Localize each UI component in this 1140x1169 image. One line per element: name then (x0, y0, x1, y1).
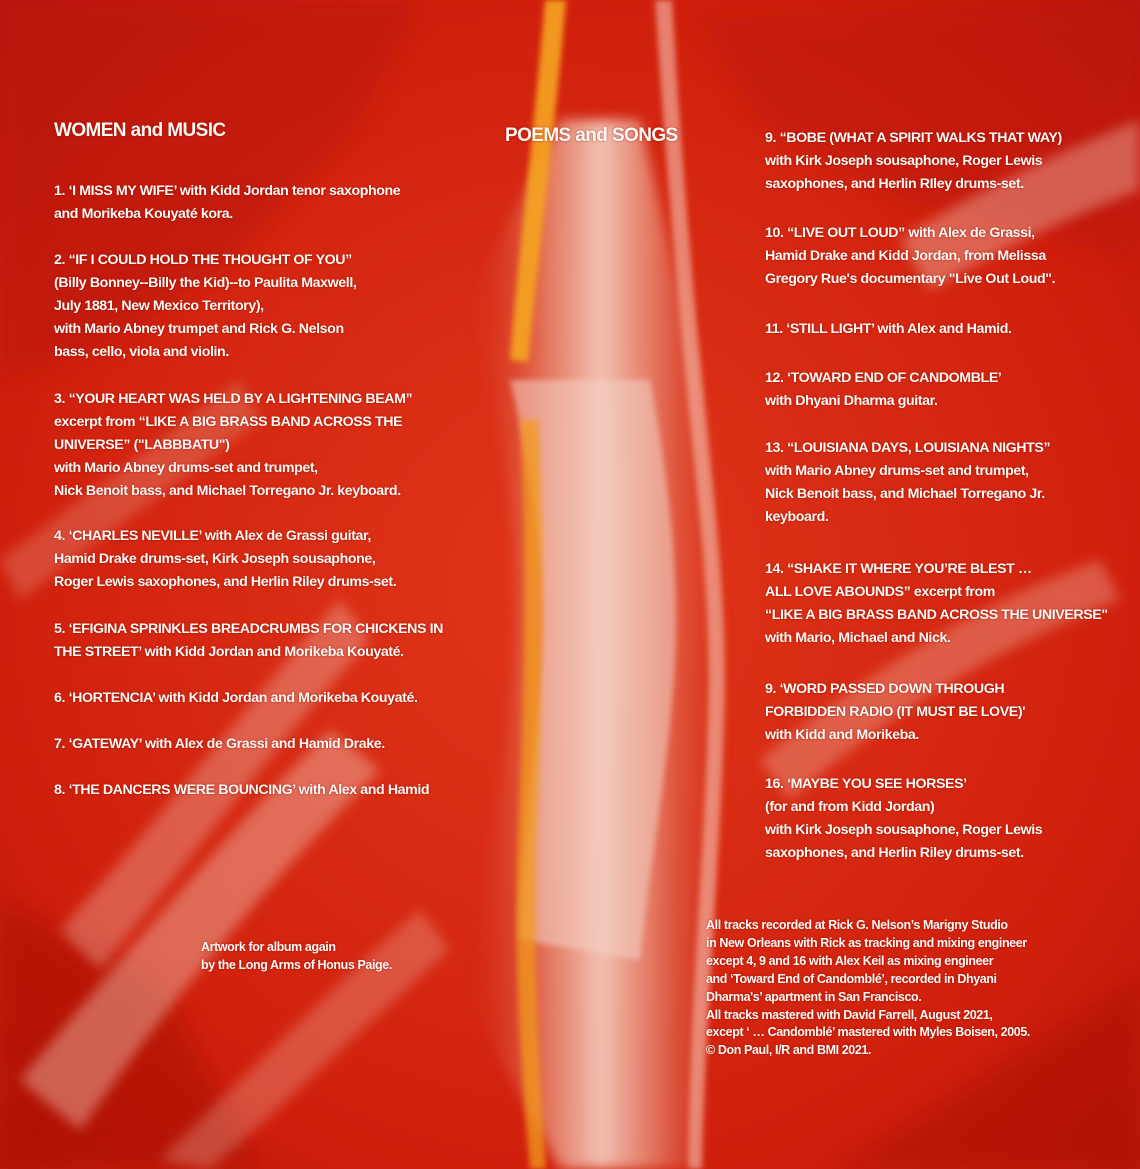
track-3: 3. “YOUR HEART WAS HELD BY A LIGHTENING BEAM” excerpt from “LIKE A BIG BRASS BAND ACROSS THE UNIVERSE” ("LABBBATU") with Mario Abney drums-set and trumpet, Nick Benoit bass, and Michael Torregano Jr. keyboard. (54, 391, 413, 499)
track-9: 9. “BOBE (WHAT A SPIRIT WALKS THAT WAY) with Kirk Joseph sousaphone, Roger Lewis saxophones, and Herlin RIley drums-set. (765, 130, 1062, 192)
center-heading: POEMS and SONGS (505, 125, 678, 146)
track-12: 12. ‘TOWARD END OF CANDOMBLE’ with Dhyani Dharma guitar. (765, 370, 1002, 409)
artwork-credit: Artwork for album again by the Long Arms of Honus Paige. (201, 940, 392, 972)
track-4: 4. ‘CHARLES NEVILLE’ with Alex de Grassi guitar, Hamid Drake drums-set, Kirk Joseph sousaphone, Roger Lewis saxophones, and Herlin Riley drums-set. (54, 528, 397, 590)
recording-credits: All tracks recorded at Rick G. Nelson’s Marigny Studio in New Orleans with Rick as tracking and mixing engineer except 4, 9 and 16 with Alex Keil as mixing engineer and ‘Toward End of Candomblé’, recorded in Dhyani Dharma's’ apartment in San Francisco. All tracks mastered with David Farrell, August 2021, except ‘ … Candomblé’ mastered with Myles Boisen, 2005. © Don Paul, I/R and BMI 2021. (706, 918, 1030, 1058)
track-15: 9. ‘WORD PASSED DOWN THROUGH FORBIDDEN RADIO (IT MUST BE LOVE)' with Kidd and Morikeba. (765, 681, 1026, 743)
track-14: 14. “SHAKE IT WHERE YOU’RE BLEST … ALL LOVE ABOUNDS” excerpt from “LIKE A BIG BRASS BAND ACROSS THE UNIVERSE" with Mario, Michael and Nick. (765, 561, 1108, 646)
track-8: 8. ‘THE DANCERS WERE BOUNCING’ with Alex and Hamid (54, 782, 430, 798)
track-5: 5. ‘EFIGINA SPRINKLES BREADCRUMBS FOR CHICKENS IN THE STREET’ with Kidd Jordan and Morikeba Kouyaté. (54, 621, 443, 660)
track-7: 7. ‘GATEWAY’ with Alex de Grassi and Hamid Drake. (54, 736, 385, 752)
track-6: 6. ‘HORTENCIA’ with Kidd Jordan and Morikeba Kouyaté. (54, 690, 418, 706)
left-column-heading: WOMEN and MUSIC (54, 120, 226, 141)
track-2: 2. “IF I COULD HOLD THE THOUGHT OF YOU” (Billy Bonney--Billy the Kid)--to Paulita Maxwell, July 1881, New Mexico Territory), with Mario Abney trumpet and Rick G. Nelson bass, cello, viola and violin. (54, 252, 357, 360)
track-1: 1. ‘I MISS MY WIFE’ with Kidd Jordan tenor saxophone and Morikeba Kouyaté kora. (54, 183, 401, 222)
track-16: 16. ‘MAYBE YOU SEE HORSES’ (for and from Kidd Jordan) with Kirk Joseph sousaphone, Roger Lewis saxophones, and Herlin Riley drums-set. (765, 776, 1043, 861)
track-10: 10. “LIVE OUT LOUD” with Alex de Grassi, Hamid Drake and Kidd Jordan, from Melissa Gregory Rue's documentary "Live Out Loud". (765, 225, 1056, 287)
track-13: 13. “LOUISIANA DAYS, LOUISIANA NIGHTS” with Mario Abney drums-set and trumpet, Nick Benoit bass, and Michael Torregano Jr. keyboard. (765, 440, 1051, 525)
track-11: 11. ‘STILL LIGHT’ with Alex and Hamid. (765, 321, 1012, 337)
